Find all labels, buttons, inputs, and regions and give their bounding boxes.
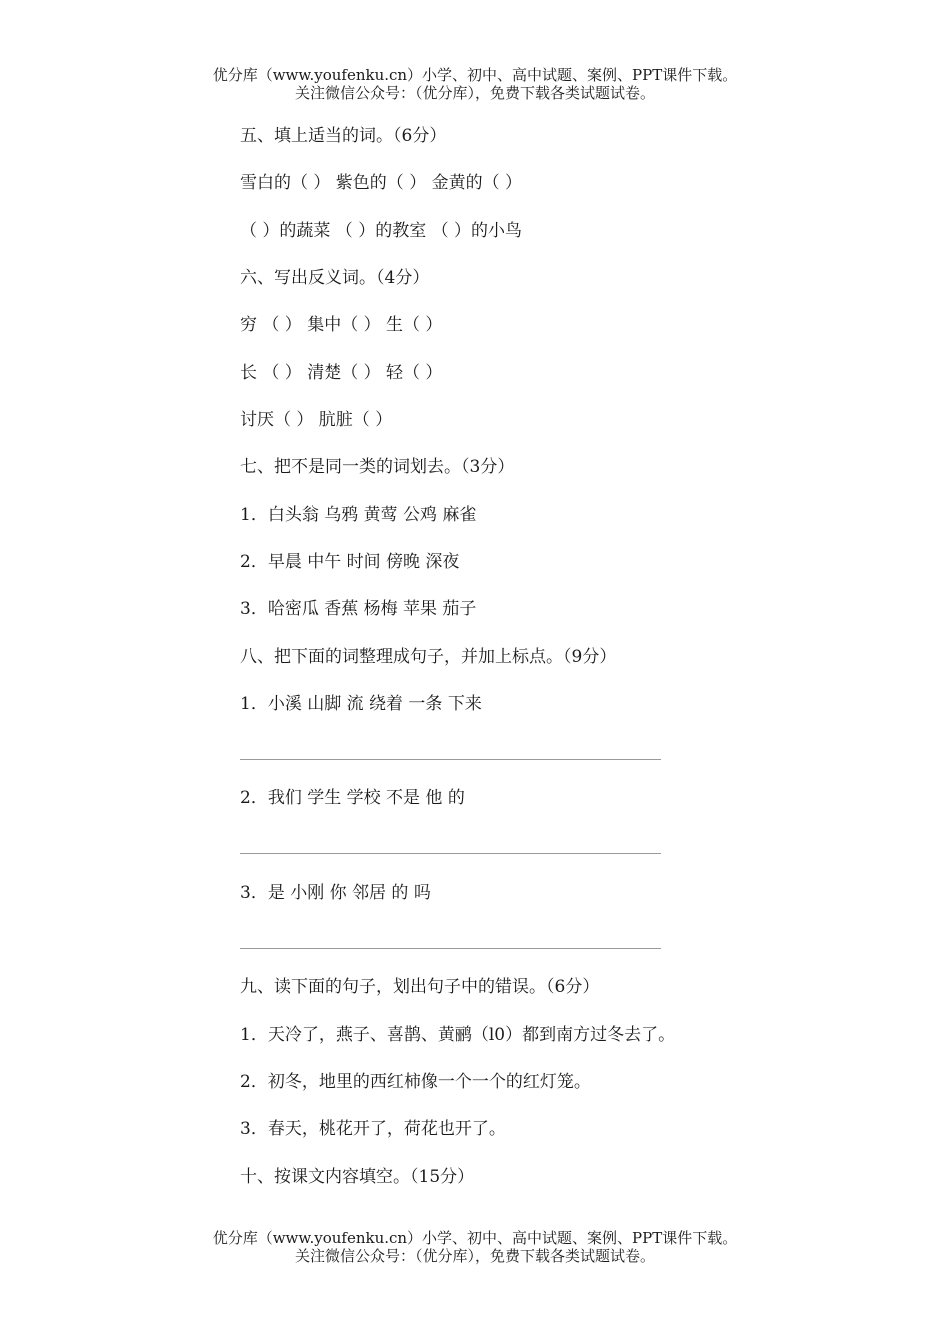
page-header bbox=[0, 66, 950, 102]
section-9-title: 九、读下面的句子，划出句子中的错误。（6分） bbox=[240, 977, 600, 997]
section-5-row-1: 雪白的（ ） 紫色的（ ） 金黄的（ ） bbox=[240, 173, 523, 193]
section-6-row-3: 讨厌（ ） 肮脏（ ） bbox=[240, 410, 393, 430]
section-7-item-2: 2．早晨 中午 时间 傍晚 深夜 bbox=[240, 552, 460, 572]
footer-line-2: 关注微信公众号：（优分库），免费下载各类试题试卷。 bbox=[294, 1247, 655, 1265]
section-10-title: 十、按课文内容填空。（15分） bbox=[240, 1167, 475, 1187]
section-6-row-2: 长 （ ） 清楚（ ） 轻（ ） bbox=[240, 363, 443, 383]
footer-line-1: 优分库（www.youfenku.cn）小学、初中、高中试题、案例、PPT课件下载。 bbox=[212, 1229, 738, 1247]
section-7-item-3: 3．哈密瓜 香蕉 杨梅 苹果 茄子 bbox=[240, 599, 477, 619]
section-5-row-2: （ ）的蔬菜 （ ）的教室 （ ）的小鸟 bbox=[240, 221, 523, 241]
section-9-item-1: 1．天冷了，燕子、喜鹊、黄鹂（l0）都到南方过冬去了。 bbox=[240, 1025, 676, 1045]
section-6-title: 六、写出反义词。（4分） bbox=[240, 268, 430, 288]
section-7-title: 七、把不是同一类的词划去。（3分） bbox=[240, 457, 515, 477]
section-6-row-1: 穷 （ ） 集中（ ） 生（ ） bbox=[240, 315, 443, 335]
answer-line-3 bbox=[240, 948, 661, 949]
section-9-item-2: 2．初冬，地里的西红柿像一个一个的红灯笼。 bbox=[240, 1072, 591, 1092]
section-8-item-3: 3．是 小刚 你 邻居 的 吗 bbox=[240, 883, 431, 903]
section-8-title: 八、把下面的词整理成句子，并加上标点。（9分） bbox=[240, 647, 617, 667]
header-line-2: 关注微信公众号：（优分库），免费下载各类试题试卷。 bbox=[294, 84, 655, 102]
section-9-item-3: 3．春天，桃花开了，荷花也开了。 bbox=[240, 1119, 506, 1139]
section-8-item-1: 1．小溪 山脚 流 绕着 一条 下来 bbox=[240, 694, 482, 714]
header-line-1: 优分库（www.youfenku.cn）小学、初中、高中试题、案例、PPT课件下载。 bbox=[212, 66, 738, 84]
answer-line-2 bbox=[240, 853, 661, 854]
section-8-item-2: 2．我们 学生 学校 不是 他 的 bbox=[240, 788, 465, 808]
section-7-item-1: 1．白头翁 乌鸦 黄莺 公鸡 麻雀 bbox=[240, 505, 477, 525]
section-5-title: 五、填上适当的词。（6分） bbox=[240, 126, 447, 146]
page-footer bbox=[0, 1229, 950, 1265]
answer-line-1 bbox=[240, 759, 661, 760]
